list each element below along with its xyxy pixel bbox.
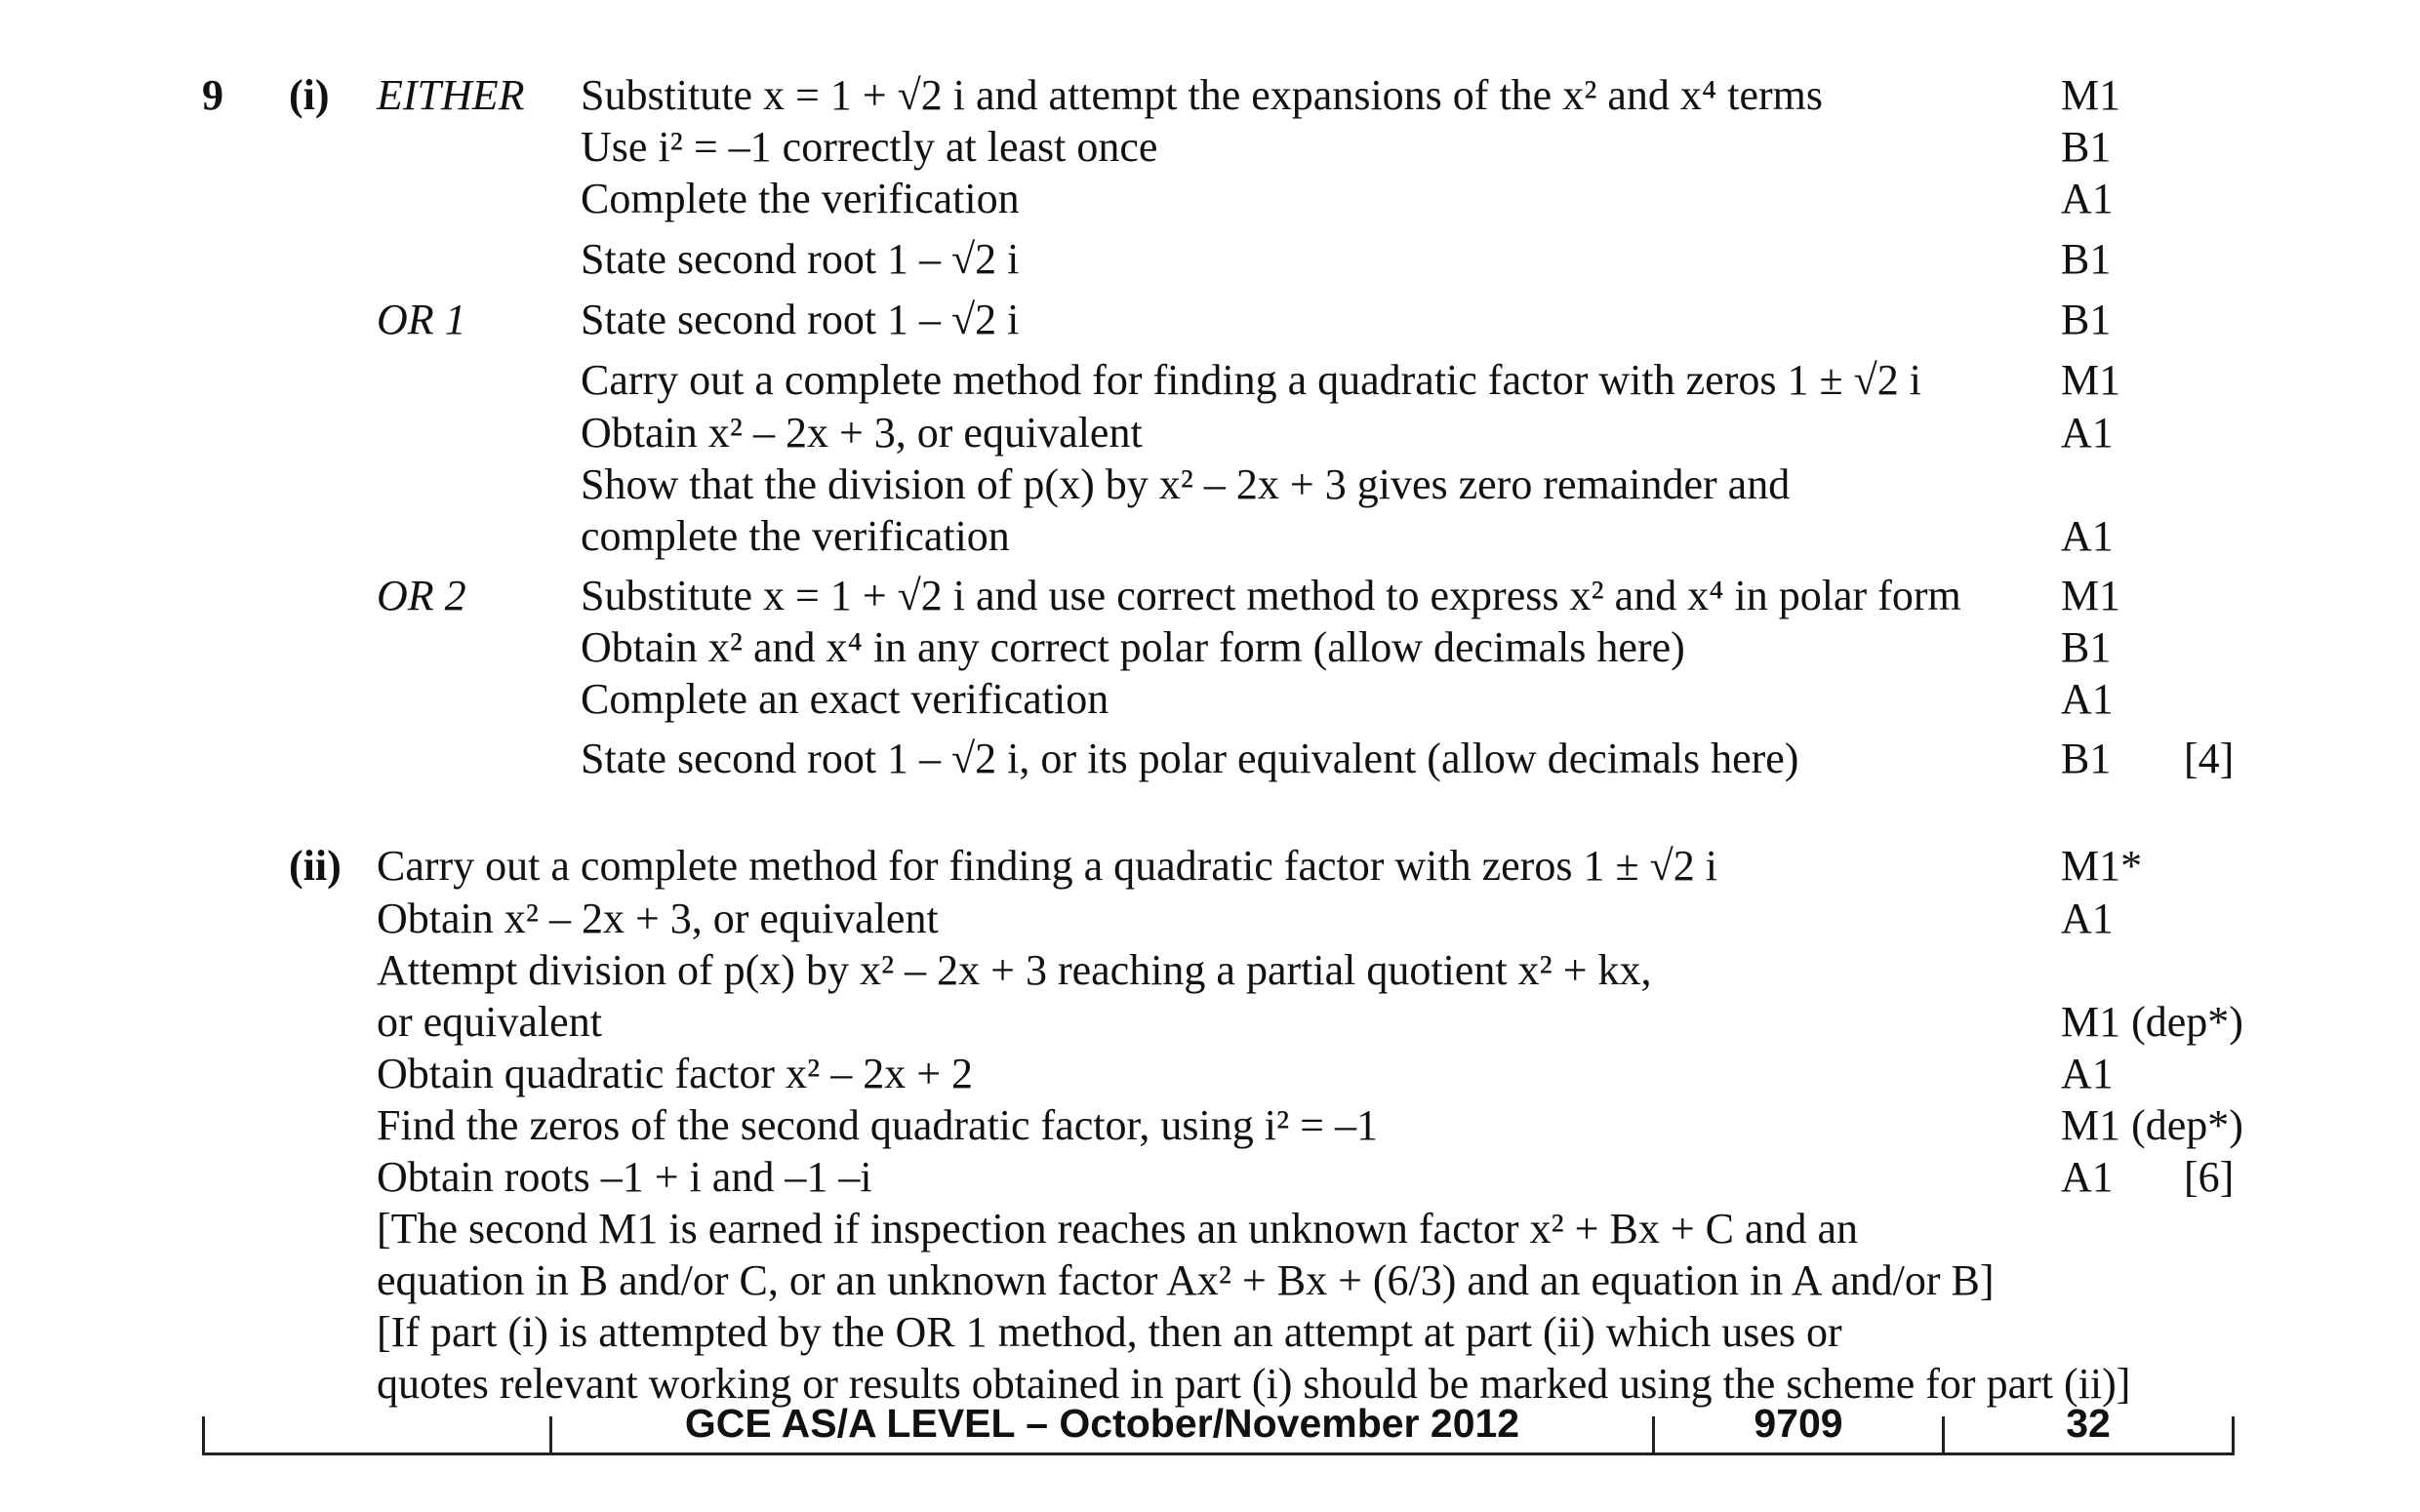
step-mark: M1 (dep*) (2061, 998, 2243, 1046)
step-mark: B1 (2061, 123, 2112, 171)
step-text: Show that the division of p(x) by x² – 2x + 3 gives zero remainder and (581, 460, 1791, 508)
step-mark: M1 (2061, 71, 2121, 119)
footer-divider (2232, 1416, 2235, 1455)
step-mark: M1 (2061, 356, 2121, 404)
step-text: Obtain quadratic factor x² – 2x + 2 (377, 1050, 974, 1097)
step-mark: B1 (2061, 623, 2112, 671)
step-mark: M1 (2061, 572, 2121, 619)
step-text: Complete the verification (581, 175, 1020, 222)
step-mark: A1 (2061, 175, 2114, 222)
step-text: Carry out a complete method for finding a quadratic factor with zeros 1 ± √2 i (581, 356, 1921, 404)
marking-note: equation in B and/or C, or an unknown factor Ax² + Bx + (6/3) and an equation in A and/or B] (377, 1256, 1995, 1304)
footer-divider (202, 1416, 205, 1455)
step-text: Use i² = –1 correctly at least once (581, 123, 1158, 171)
step-mark: B1 (2061, 235, 2112, 283)
marking-note: quotes relevant working or results obtained in part (i) should be marked using the scheme for part (ii)] (377, 1360, 2131, 1408)
method-or2-label: OR 2 (377, 572, 466, 619)
step-text: Substitute x = 1 + √2 i and attempt the expansions of the x² and x⁴ terms (581, 71, 1824, 119)
step-text: Find the zeros of the second quadratic factor, using i² = –1 (377, 1101, 1378, 1149)
step-mark: M1* (2061, 842, 2143, 890)
step-mark: A1 (2061, 409, 2114, 457)
step-mark: A1 (2061, 1050, 2114, 1097)
step-text: Obtain roots –1 + i and –1 –i (377, 1153, 872, 1201)
marking-note: [If part (i) is attempted by the OR 1 method, then an attempt at part (ii) which uses or (377, 1308, 1842, 1356)
step-text: or equivalent (377, 998, 602, 1046)
footer-syllabus: 9709 (1754, 1401, 1843, 1446)
footer-exam-title: GCE AS/A LEVEL – October/November 2012 (684, 1401, 1520, 1446)
part-ii-label: (ii) (289, 842, 342, 890)
part-i-total: [4] (2184, 735, 2235, 782)
footer-paper: 32 (2066, 1401, 2111, 1446)
step-text: Obtain x² – 2x + 3, or equivalent (581, 409, 1143, 457)
step-text: complete the verification (581, 512, 1010, 560)
step-text: Substitute x = 1 + √2 i and use correct method to express x² and x⁴ in polar form (581, 572, 1961, 619)
step-text: State second root 1 – √2 i (581, 235, 1020, 283)
step-mark: A1 (2061, 512, 2114, 560)
step-mark: A1 (2061, 895, 2114, 942)
step-text: State second root 1 – √2 i (581, 296, 1020, 343)
part-ii-total: [6] (2184, 1153, 2235, 1201)
method-either-label: EITHER (377, 71, 525, 119)
step-text: State second root 1 – √2 i, or its polar equivalent (allow decimals here) (581, 735, 1799, 782)
footer-rule (202, 1452, 2235, 1455)
step-mark: M1 (dep*) (2061, 1101, 2243, 1149)
marking-note: [The second M1 is earned if inspection reaches an unknown factor x² + Bx + C and an (377, 1205, 1859, 1253)
step-text: Obtain x² – 2x + 3, or equivalent (377, 895, 939, 942)
method-or1-label: OR 1 (377, 296, 466, 343)
question-number: 9 (202, 71, 223, 119)
step-text: Complete an exact verification (581, 675, 1109, 723)
step-text: Obtain x² and x⁴ in any correct polar form (allow decimals here) (581, 623, 1685, 671)
part-i-label: (i) (289, 71, 330, 119)
step-mark: A1 (2061, 1153, 2114, 1201)
step-mark: A1 (2061, 675, 2114, 723)
step-mark: B1 (2061, 296, 2112, 343)
step-text: Attempt division of p(x) by x² – 2x + 3 reaching a partial quotient x² + kx, (377, 946, 1652, 994)
step-mark: B1 (2061, 735, 2112, 782)
step-text: Carry out a complete method for finding a quadratic factor with zeros 1 ± √2 i (377, 842, 1717, 890)
